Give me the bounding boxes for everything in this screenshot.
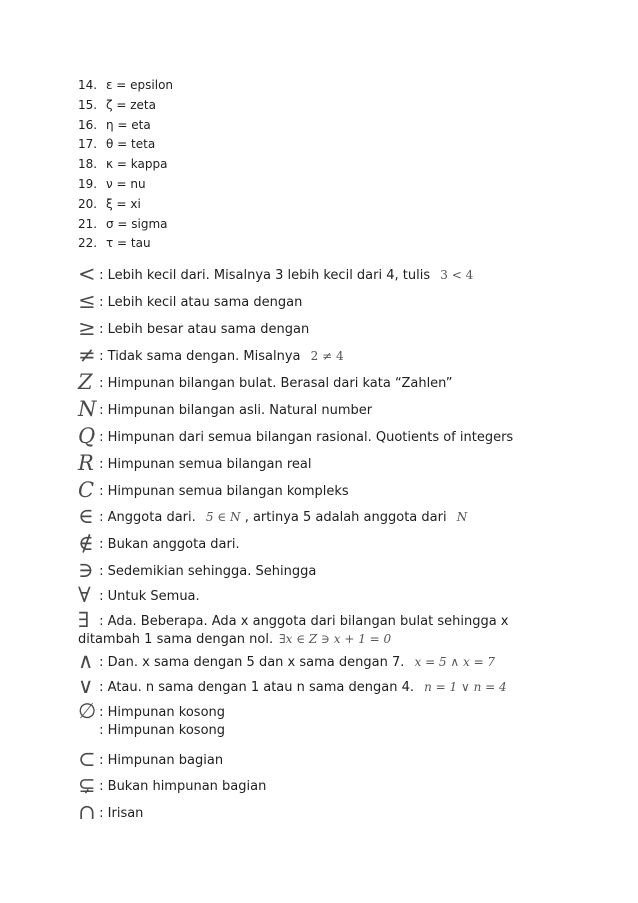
symbol-description: : Bukan himpunan bagian (99, 779, 267, 794)
symbol-row-intersection (78, 800, 548, 826)
symbol-description: : Untuk Semua. (99, 589, 200, 604)
list-item (78, 234, 173, 254)
symbol-row-greater-equal (78, 316, 548, 343)
symbol-description: : Dan. x sama dengan 5 dan x sama dengan 7. (99, 655, 405, 670)
list-item (78, 175, 173, 195)
symbol-description: : Himpunan bilangan asli. Natural number (99, 403, 373, 418)
symbol-description: : Himpunan bilangan bulat. Berasal dari kata “Zahlen” (99, 376, 453, 391)
symbol-description: : Himpunan semua bilangan kompleks (99, 484, 349, 499)
item-number: 20. (78, 196, 98, 211)
item-number: 21. (78, 216, 98, 231)
symbol-description: : Tidak sama dengan. Misalnya (99, 349, 301, 364)
reals-symbol: R (78, 451, 94, 475)
intersection-symbol: ∩ (78, 800, 96, 824)
math-expression: n = 1 ∨ n = 4 (424, 680, 507, 694)
for-all-symbol: ∀ (78, 583, 91, 607)
symbol-row-empty-set-alt (78, 723, 548, 747)
math-expression: 5 ∈ N (205, 510, 241, 524)
item-number: 17. (78, 137, 98, 152)
math-expression: 2 ≠ 4 (310, 349, 344, 363)
symbol-row-and (78, 649, 548, 674)
symbol-row-not-element-of (78, 531, 548, 558)
item-text: σ = sigma (106, 216, 168, 231)
symbol-description: : Himpunan kosong (99, 705, 226, 720)
symbol-description: : Lebih kecil dari. Misalnya 3 lebih kecil dari 4, tulis (99, 268, 431, 283)
item-number: 19. (78, 176, 98, 191)
item-number: 14. (78, 78, 98, 92)
logical-and-symbol: ∧ (78, 649, 94, 673)
item-text: ε = epsilon (106, 78, 174, 92)
symbol-description-continued: , artinya 5 adalah anggota dari (244, 510, 447, 525)
math-expression: N (456, 510, 468, 524)
list-item (78, 116, 173, 136)
math-expression: 3 < 4 (440, 268, 474, 282)
subset-symbol: ⊂ (78, 747, 96, 771)
item-text: τ = tau (106, 236, 151, 251)
not-subset-symbol: ⊊ (78, 773, 96, 797)
symbol-row-rationals (78, 424, 548, 451)
symbol-row-empty-set (78, 699, 548, 723)
symbol-row-subset (78, 747, 548, 773)
item-number: 22. (78, 236, 98, 251)
symbol-row-for-all (78, 583, 548, 608)
symbol-row-or (78, 674, 548, 699)
greater-equal-symbol: ≥ (78, 316, 96, 340)
math-symbol-list (78, 262, 548, 826)
complex-symbol: C (78, 478, 95, 502)
less-than-symbol: < (78, 262, 96, 286)
list-item (78, 195, 173, 215)
list-item (78, 76, 173, 96)
integers-symbol: Z (78, 370, 93, 394)
list-item (78, 96, 173, 116)
item-number: 15. (78, 97, 98, 112)
logical-or-symbol: ∨ (78, 674, 94, 698)
exists-symbol: ∃ (78, 608, 90, 632)
not-element-of-symbol: ∉ (78, 531, 94, 555)
symbol-row-exists (78, 608, 548, 649)
list-item (78, 155, 173, 175)
symbol-description-continued: ditambah 1 sama dengan nol. (78, 632, 274, 647)
rationals-symbol: Q (78, 424, 96, 448)
such-that-symbol: ∋ (78, 558, 94, 582)
symbol-row-less-equal (78, 289, 548, 316)
symbol-description: : Himpunan dari semua bilangan rasional. Quotients of integers (99, 430, 514, 445)
symbol-row-integers (78, 370, 548, 397)
item-text: ζ = zeta (106, 97, 156, 112)
item-text: η = eta (106, 117, 151, 132)
symbol-row-not-equal (78, 343, 548, 370)
symbol-description: : Bukan anggota dari. (99, 537, 240, 552)
symbol-row-element-of (78, 504, 548, 531)
symbol-description: : Himpunan bagian (99, 753, 224, 768)
symbol-description: : Ada. Beberapa. Ada x anggota dari bilangan bulat sehingga x (99, 614, 509, 629)
item-text: ν = nu (106, 176, 146, 191)
symbol-row-complex (78, 478, 548, 504)
empty-set-symbol: ∅ (78, 699, 97, 723)
symbol-description: : Himpunan semua bilangan real (99, 457, 312, 472)
list-item (78, 135, 173, 155)
math-expression: ∃x ∈ Z ∋ x + 1 = 0 (279, 632, 392, 646)
naturals-symbol: N (78, 397, 97, 421)
symbol-row-less-than (78, 262, 548, 289)
math-expression: x = 5 ∧ x = 7 (414, 655, 496, 669)
symbol-description: : Sedemikian sehingga. Sehingga (99, 564, 317, 579)
symbol-row-such-that (78, 558, 548, 583)
not-equal-symbol: ≠ (78, 343, 96, 367)
item-text: ξ = xi (106, 196, 141, 211)
element-of-symbol: ∈ (78, 504, 94, 528)
symbol-row-naturals (78, 397, 548, 424)
symbol-description: : Lebih kecil atau sama dengan (99, 295, 303, 310)
symbol-description: : Anggota dari. (99, 510, 196, 525)
symbol-description: : Irisan (99, 806, 144, 821)
symbol-description-line2 (78, 632, 548, 647)
item-number: 18. (78, 157, 98, 172)
item-text: θ = teta (106, 137, 156, 152)
item-text: κ = kappa (106, 157, 168, 172)
greek-letter-list (78, 76, 173, 254)
list-item (78, 215, 173, 235)
item-number: 16. (78, 117, 98, 132)
symbol-row-not-subset (78, 773, 548, 800)
less-equal-symbol: ≤ (78, 289, 96, 313)
symbol-description: : Atau. n sama dengan 1 atau n sama dengan 4. (99, 680, 414, 695)
symbol-description: : Lebih besar atau sama dengan (99, 322, 310, 337)
symbol-row-reals (78, 451, 548, 478)
symbol-description: : Himpunan kosong (99, 723, 226, 738)
